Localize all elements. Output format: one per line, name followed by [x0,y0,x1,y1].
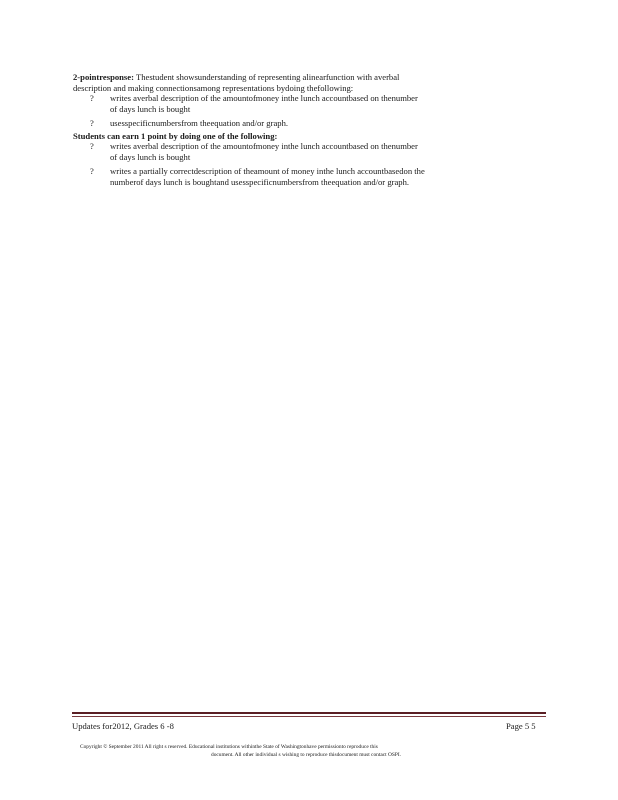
page-number: Page 5 5 [506,721,536,731]
footer-rule-thick [72,712,546,714]
two-point-text-continued: description and making connectionsamong representations bydoing thefollowing: [73,82,354,93]
copyright-notice [80,743,532,759]
bullet-text: writes averbal description of the amountofmoney inthe lunch accountbased on thenumber [110,93,418,103]
one-point-bullet-2 [73,166,543,187]
bullet-text: usesspecificnumbersfrom theequation and/or graph. [110,118,289,128]
two-point-bullet-1 [73,93,543,114]
bullet-text: writes averbal description of the amountofmoney inthe lunch accountbased on thenumber [110,141,418,151]
bullet-symbol: ? [90,141,94,151]
two-point-response-line [73,72,543,83]
bullet-symbol: ? [90,93,94,103]
bullet-text: writes a partially correctdescription of theamount of money inthe lunch accountbasedon the [110,166,425,176]
footer-title: Updates for2012, Grades 6 -8 [72,721,174,731]
two-point-label: 2-pointresponse: [73,72,134,82]
bullet-text-continued: numberof days lunch is boughtand usesspecificnumbersfrom theequation and/or graph. [110,176,410,187]
copyright-line-2: document. All other individual s wishing to reproduce thisdocument must contact OSPI. [211,752,401,758]
bullet-symbol: ? [90,118,94,128]
one-point-bullet-1 [73,141,543,162]
footer-rule-thin [72,716,546,717]
bullet-symbol: ? [90,166,94,176]
copyright-line-1: Copyright © September 2011 All right s reserved. Educational institutions withinthe State of Washingtonhave permissionto reproduce this [80,744,378,750]
two-point-text: Thestudent showsunderstanding of representing alinearfunction with averbal [135,72,400,82]
rubric-content [73,72,543,187]
bullet-text-continued: of days lunch is bought [110,103,191,114]
one-point-heading: Students can earn 1 point by doing one of the following: [73,130,278,141]
bullet-text-continued: of days lunch is bought [110,151,191,162]
two-point-bullet-2 [73,118,543,129]
